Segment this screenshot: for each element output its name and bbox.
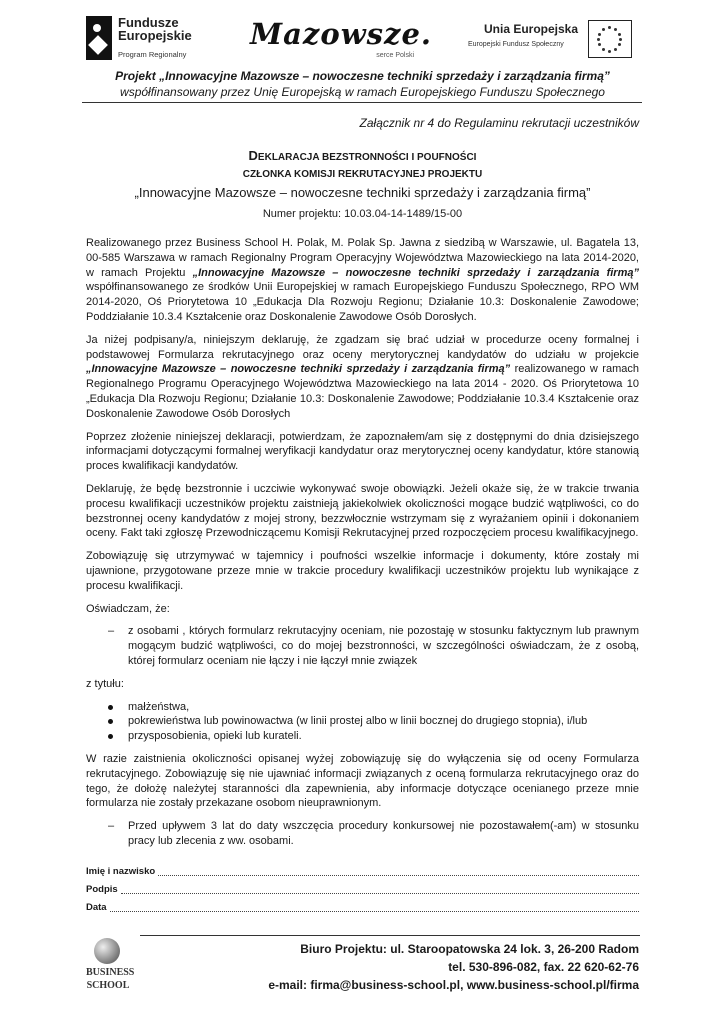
declaration-project-name: „Innowacyjne Mazowsze – nowoczesne techniki sprzedaży i zarządzania firmą” (134, 185, 591, 200)
paragraph-5: Zobowiązuję się utrzymywać w tajemnicy i poufności wszelkie informacje i dokumenty, które zostały mi ujawnione, przygotowane przeze mnie w trakcie procedury kwalifikacji uczestników projektu lub wynikające z procesu kwalifikacji. (86, 550, 639, 592)
fe-logo-line1: Fundusze (118, 15, 179, 30)
relation-list (86, 700, 639, 744)
list-item: pokrewieństwa lub powinowactwa (w linii prostej albo w linii bocznej do drugiego stopnia), i/lub (86, 714, 639, 729)
signature-field[interactable] (121, 884, 639, 894)
annex-label: Załącznik nr 4 do Regulaminu rekrutacji uczestników (359, 116, 639, 130)
fe-emblem-icon (86, 16, 112, 60)
fe-logo-sub: Program Regionalny (118, 50, 187, 59)
date-field[interactable] (110, 902, 639, 912)
sign-label: Podpis (86, 884, 118, 895)
footer-phone: tel. 530-896-082, fax. 22 620-62-76 (448, 960, 639, 974)
declaration-subtitle: CZŁONKA KOMISJI REKRUTACYJNEJ PROJEKTU (242, 169, 483, 180)
eu-flag-icon (588, 20, 632, 58)
declaration-title-rest: EKLARACJA BEZSTRONNOŚCI I POUFNOŚCI (257, 152, 477, 163)
business-school-logo-line2: SCHOOL (86, 980, 130, 991)
name-signature-line[interactable] (86, 866, 639, 877)
dash-item-2: – Przed upływem 3 lat do daty wszczęcia procedury konkursowej nie pozostawałem(-am) w stosunku pracy lub zlecenia z ww. osobami. (86, 819, 639, 849)
footer-divider (140, 935, 640, 936)
paragraph-2: Ja niżej podpisany/a, niniejszym deklaruję, że zgadzam się brać udział w procedurze oceny formalnej i podstawowej Formularza rekrutacyjnego oraz oceny merytorycznej kandydatów do udziału w projekcie „Innowacyjne Mazowsze – nowoczesne techniki sprzedaży i zarządzania firmą” realizowanego w ramach Regionalnego Programu Operacyjnego Województwa Mazowieckiego na lata 2014 - 2020. Oś Priorytetowa 10 „Edukacja Dla Rozwoju Regionu; Działanie 10.3: Doskonalenie Zawodowe; Poddziałanie 10.3.4 Kształcenie oraz Doskonalenie Zawodowe Osób Dorosłych (86, 333, 639, 420)
name-label: Imię i nazwisko (86, 866, 156, 877)
date-label: Data (86, 902, 107, 913)
eu-logo-title: Unia Europejska (484, 22, 579, 36)
header-project-line1: Projekt „Innowacyjne Mazowsze – nowoczesne techniki sprzedaży i zarządzania firmą” (115, 69, 610, 83)
list-item: małżeństwa, (86, 700, 639, 715)
mazowsze-logo-word: Mazowsze. (250, 17, 433, 51)
paragraph-8: W razie zaistnienia okoliczności opisanej wyżej zobowiązuję się do wyłączenia się od oceny Formularza rekrutacyjnego. Zobowiązuję się nie ujawniać informacji związanych z oceną formularza rekrutacyjnego oraz do tego, że dołożę należytej staranności dla zapewnienia, aby informacje dotyczące ocenianego przeze mnie formularza nie zostały przekazane osobom nieuprawnionym. (86, 752, 639, 810)
business-school-logo-line1: BUSINESS (86, 967, 135, 978)
footer-address: Biuro Projektu: ul. Staroopatowska 24 lok. 3, 26-200 Radom (300, 942, 639, 956)
globe-icon (94, 938, 120, 964)
footer-contact[interactable]: e-mail: firma@business-school.pl, www.business-school.pl/firma (268, 978, 639, 992)
fundusze-europejskie-logo (86, 16, 206, 60)
project-number: Numer projektu: 10.03.04-14-1489/15-00 (262, 208, 463, 220)
paragraph-1: Realizowanego przez Business School H. Polak, M. Polak Sp. Jawna z siedzibą w Warszawie, ul. Bagatela 13, 00-585 Warszawa w ramach Regionalny Program Operacyjny Województwa Mazowieckiego na lata 2014-2020, w ramach Projektu „Innowacyjne Mazowsze – nowoczesne techniki sprzedaży i zarządzania firmą” współfinansowanego ze środków Unii Europejskiej w ramach Europejskiego Funduszu Społecznego, RPO WM 2014-2020, Oś Priorytetowa 10 „Edukacja Dla Rozwoju Regionu; Działanie 10.3: Doskonalenie Zawodowe; Poddziałanie 10.3.4 Kształcenie oraz Doskonalenie Zawodowe Osób Dorosłych. (86, 237, 639, 323)
declaration-title-initial: D (248, 148, 258, 163)
header-project-line2: współfinansowany przez Unię Europejską w ramach Europejskiego Funduszu Społecznego (120, 85, 605, 99)
signature-line[interactable] (86, 884, 639, 895)
mazowsze-logo-sub: serce Polski (376, 52, 414, 59)
project-name-emphasis: „Innowacyjne Mazowsze – nowoczesne techniki sprzedaży i zarządzania firmą” (86, 363, 511, 376)
project-name-emphasis: „Innowacyjne Mazowsze – nowoczesne techniki sprzedaży i zarządzania firmą” (192, 266, 639, 279)
paragraph-3: Poprzez złożenie niniejszej deklaracji, potwierdzam, że zapoznałem/am się z dostępnymi do dnia dzisiejszego informacjami dotyczącymi formalnej weryfikacji kandydatur oraz merytorycznej oceny kandydatur, które stanowią proces kwalifikacji kandydatów. (86, 430, 639, 473)
paragraph-7: z tytułu: (86, 677, 124, 690)
logo-row (86, 14, 641, 62)
list-item: przysposobienia, opieki lub kurateli. (86, 729, 639, 744)
date-signature-line[interactable] (86, 902, 639, 913)
header-divider (82, 102, 642, 103)
eu-logo (468, 20, 643, 60)
mazowsze-logo (250, 17, 433, 62)
eu-logo-sub: Europejski Fundusz Społeczny (468, 41, 564, 48)
fe-logo-line2: Europejskie (118, 28, 192, 43)
declaration-body (86, 236, 639, 857)
dash-item-1: – z osobami , których formularz rekrutacyjny oceniam, nie pozostaję w stosunku faktycznym lub prawnym mogącym budzić wątpliwości, co do mojej bezstronności, w szczególności oświadczam, że z osobą, której formularz oceniam nie łączy i nie łączył mnie związek (86, 624, 639, 668)
paragraph-6: Oświadczam, że: (86, 602, 170, 615)
name-field[interactable] (158, 866, 639, 876)
business-school-logo (86, 938, 135, 994)
paragraph-4: Deklaruję, że będę bezstronnie i uczciwie wykonywać swoje obowiązki. Jeżeli okaże się, że w trakcie trwania procesu kwalifikacji uczestników projektu zaistnieją jakiekolwiek okoliczności mogące budzić wątpliwości, co do bezstronnej oceny kandydatów z mojej strony, bezzwłocznie wstrzymam się z wyrażaniem opinii i dokonaniem oceny. Fakt taki zgłoszę Przewodniczącemu Komisji Rekrutacyjnej przed rozpoczęciem procesu kwalifikacyjnego. (86, 482, 639, 540)
declaration-title (0, 148, 725, 163)
